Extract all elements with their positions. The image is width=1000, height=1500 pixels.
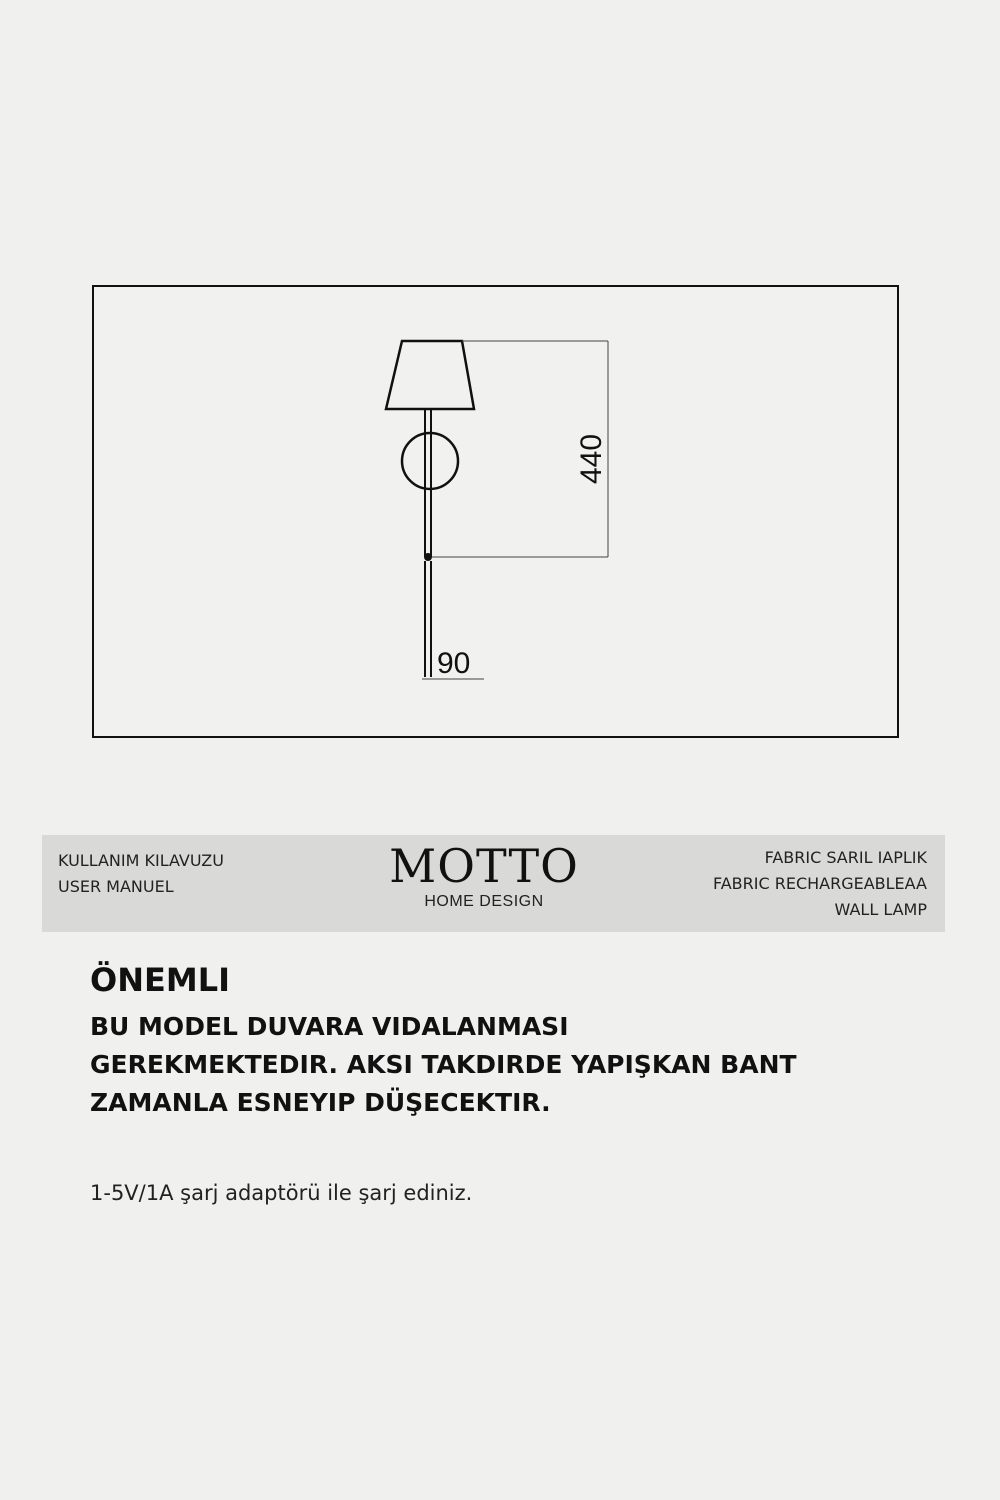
product-name-line-3: WALL LAMP <box>834 900 927 919</box>
important-notice <box>90 960 950 1122</box>
manual-title <box>58 848 224 900</box>
technical-drawing-frame <box>92 285 899 738</box>
product-name <box>713 845 927 923</box>
manual-title-en: USER MANUEL <box>58 877 174 896</box>
logo-name: MOTTO <box>389 839 579 893</box>
wall-lamp-drawing <box>94 287 897 736</box>
brand-bar <box>42 835 945 932</box>
brand-logo <box>364 839 604 911</box>
joint-knob <box>424 553 432 561</box>
charging-instruction: 1-5V/1A şarj adaptörü ile şarj ediniz. <box>90 1181 473 1205</box>
notice-heading: ÖNEMLI <box>90 961 230 999</box>
manual-title-tr: KULLANIM KILAVUZU <box>58 851 224 870</box>
notice-line: GEREKMEKTEDIR. AKSI TAKDIRDE YAPIŞKAN BANT <box>90 1050 797 1079</box>
logo-subtitle: HOME DESIGN <box>424 893 544 910</box>
lamp-shade <box>386 341 474 409</box>
width-dimension: 90 <box>437 647 471 680</box>
notice-line: BU MODEL DUVARA VIDALANMASI <box>90 1012 569 1041</box>
product-name-line-2: FABRIC RECHARGEABLEAA <box>712 874 927 893</box>
notice-line: ZAMANLA ESNEYIP DÜŞECEKTIR. <box>90 1088 551 1117</box>
height-dimension: 440 <box>575 433 608 484</box>
product-name-line-1: FABRIC SARIL IAPLIK <box>764 848 927 867</box>
